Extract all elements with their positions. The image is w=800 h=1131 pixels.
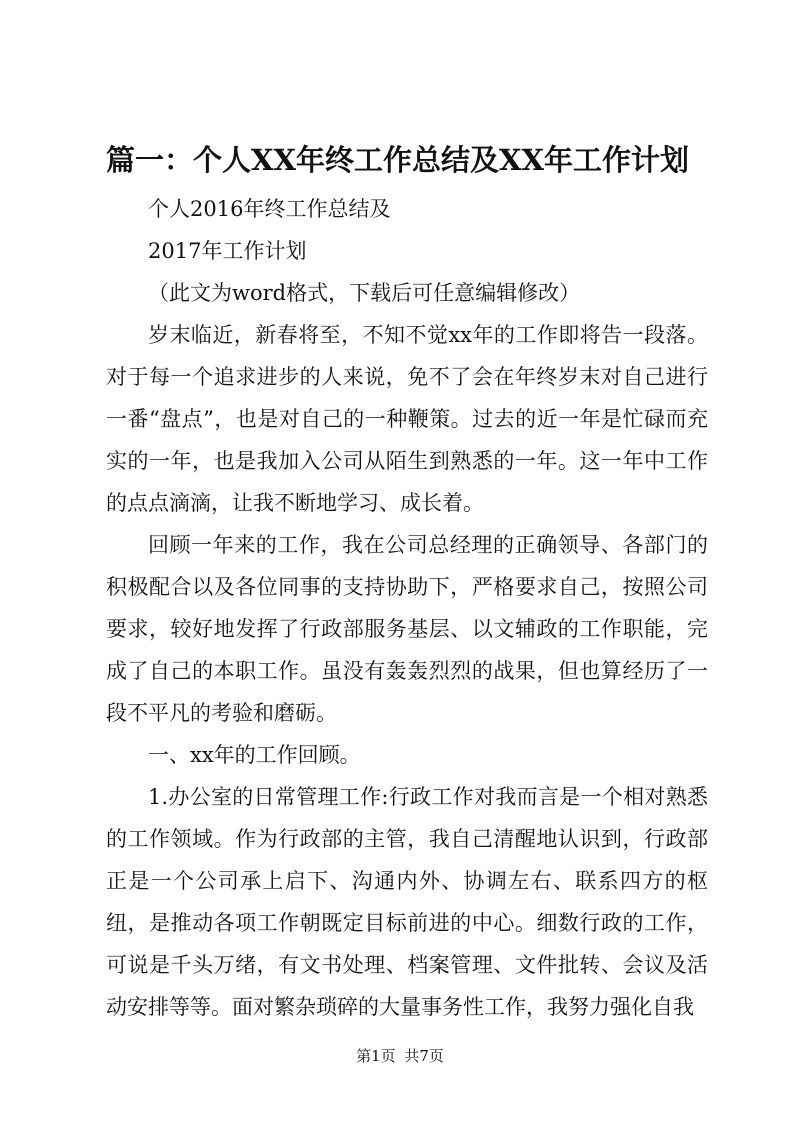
- page-total: 共7页: [404, 1047, 444, 1065]
- document-body: [106, 188, 708, 1028]
- paragraph-office-management: 1.办公室的日常管理工作:行政工作对我而言是一个相对熟悉的工作领域。作为行政部的主管，我自己清醒地认识到，行政部正是一个公司承上启下、沟通内外、协调左右、联系四方的枢纽，是推动各项工作朝既定目标前进的中心。细数行政的工作，可说是千头万绪，有文书处理、档案管理、文件批转、会议及活动安排等等。面对繁杂琐碎的大量事务性工作，我努力强化自我: [106, 785, 708, 1019]
- paragraph-review: 回顾一年来的工作，我在公司总经理的正确领导、各部门的积极配合以及各位同事的支持协助下，严格要求自己，按照公司要求，较好地发挥了行政部服务基层、以文辅政的工作职能，完成了自己的本职工作。虽没有轰轰烈烈的战果，但也算经历了一段不平凡的考验和磨砺。: [106, 533, 708, 725]
- section-heading: 一、xx年的工作回顾。: [148, 743, 361, 767]
- paragraph-intro: 岁末临近，新春将至，不知不觉xx年的工作即将告一段落。对于每一个追求进步的人来说，免不了会在年终岁末对自己进行一番“盘点”，也是对自己的一种鞭策。过去的近一年是忙碌而充实的一年，也是我加入公司从陌生到熟悉的一年。这一年中工作的点点滴滴，让我不断地学习、成长着。: [106, 323, 708, 515]
- subtitle-line-1: 个人2016年终工作总结及: [148, 197, 391, 221]
- page-footer: [0, 1046, 800, 1066]
- format-note: （此文为word格式，下载后可任意编辑修改）: [148, 281, 581, 305]
- subtitle-line-2: 2017年工作计划: [148, 239, 307, 263]
- document-title: 篇一：个人XX年终工作总结及XX年工作计划: [106, 143, 690, 177]
- page-number: 第1页: [356, 1047, 396, 1065]
